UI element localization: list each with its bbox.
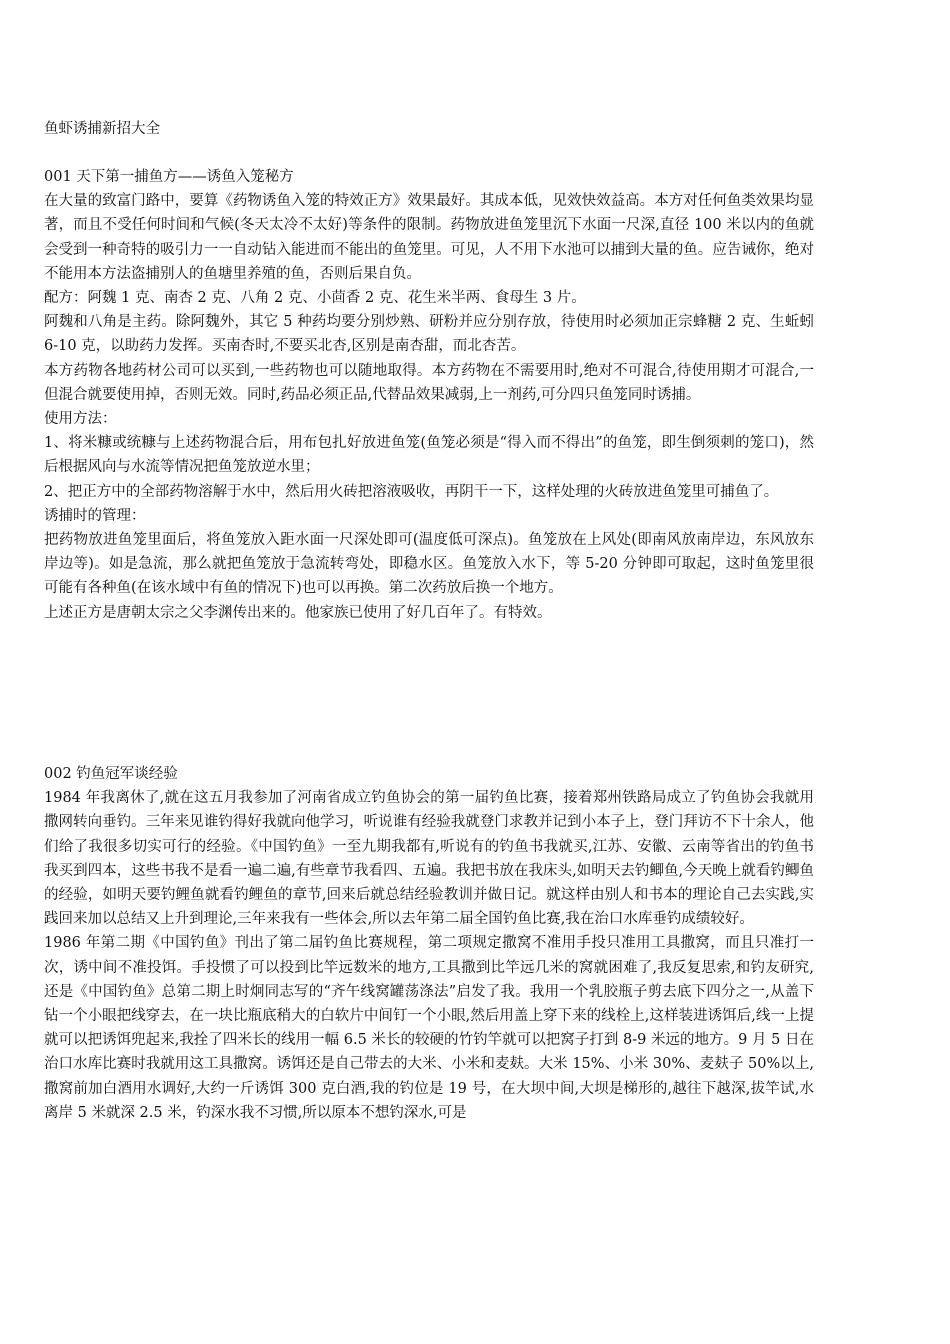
paragraph: 本方药物各地药材公司可以买到,一些药物也可以随地取得。本方药物在不需要用时,绝对不可混合,待使用期才可混合,一但混合就要使用掉，否则无效。同时,药品必须正品,代替品效果减弱,上一剂药,可分四只鱼笼同时诱捕。 (44, 362, 814, 403)
section-heading: 001 天下第一捕鱼方——诱鱼入笼秘方 (44, 169, 294, 185)
paragraph: 使用方法： (44, 411, 117, 428)
paragraph: 1986 年第二期《中国钓鱼》刊出了第二届钓鱼比赛规程，第二项规定撒窝不准用手投只准用工具撒窝，而且只准打一次，诱中间不准投饵。手投惯了可以投到比竿远数米的地方,工具撒到比竿远几米的窝就困难了,我反复思索,和钓友研究,还是《中国钓鱼》总第二期上时炯同志写的“齐午线窝罐荡涤法”启发了我。我用一个乳胶瓶子剪去底下四分之一,从盖下钻一个小眼把线穿去，在一块比瓶底稍大的白软片中间钉一个小眼,然后用盖上穿下来的线栓上,这样装进诱饵后,线一上提就可以把诱饵兜起来,我拴了四米长的线用一幅 6.5 米长的较硬的竹钓竿就可以把窝子打到 8-9 米远的地方。9 月 5 日在治口水库比赛时我就用这工具撒窝。诱饵还是自己带去的大米、小米和麦麸。大米 15%、小米 30%、麦麸子 50%以上,撒窝前加白酒用水调好,大约一斤诱饵 300 克白酒,我的钓位是 19 号，在大坝中间,大坝是梯形的,越往下越深,拔竿试,水离岸 5 米就深 2.5 米，钓深水我不习惯,所以原本不想钓深水,可是 (44, 935, 814, 1121)
paragraph: 把药物放进鱼笼里面后，将鱼笼放入距水面一尺深处即可(温度低可深点)。鱼笼放在上风处(即南风放南岸边，东风放东岸边等)。如是急流，那么就把鱼笼放于急流转弯处，即稳水区。鱼笼放入水下，等 5-20 分钟即可取起，这时鱼笼里很可能有各种鱼(在该水域中有鱼的情况下)也可以再换。第二次药放后换一个地方。 (44, 532, 814, 597)
paragraph: 1、将米糠或统糠与上述药物混合后，用布包扎好放进鱼笼(鱼笼必须是“得入而不得出”的鱼笼，即生倒须刺的笼口)，然后根据风向与水流等情况把鱼笼放逆水里； (44, 435, 814, 476)
paragraph: 阿魏和八角是主药。除阿魏外，其它 5 种药均要分别炒熟、研粉并应分别存放，待使用时必须加正宗蜂糖 2 克、生蚯蚓 6-10 克，以助药力发挥。买南杏时,不要买北杏,区别是南杏甜，而北杏苦。 (44, 314, 814, 355)
section-heading: 002 钓鱼冠军谈经验 (44, 766, 178, 782)
paragraph: 在大量的致富门路中，要算《药物诱鱼入笼的特效正方》效果最好。其成本低，见效快效益高。本方对任何鱼类效果均显著，而且不受任何时间和气候(冬天太冷不太好)等条件的限制。药物放进鱼笼里沉下水面一尺深,直径 100 米以内的鱼就会受到一种奇特的吸引力一一自动钻入能进而不能出的鱼笼里。可见，人不用下水池可以捕到大量的鱼。应告诫你，绝对不能用本方法盗捕别人的鱼塘里养殖的鱼，否则后果自负。 (44, 193, 814, 282)
section-001 (44, 165, 814, 625)
paragraph: 2、把正方中的全部药物溶解于水中，然后用火砖把溶液吸收，再阴干一下，这样处理的火砖放进鱼笼里可捕鱼了。 (44, 483, 779, 500)
document-title: 鱼虾诱捕新招大全 (44, 121, 160, 137)
section-002 (44, 762, 814, 1125)
paragraph: 1984 年我离休了,就在这五月我参加了河南省成立钓鱼协会的第一届钓鱼比赛，接着郑州铁路局成立了钓鱼协会我就用撒网转向垂钓。三年来见谁钓得好我就向他学习，听说谁有经验我就登门求教并记到小本子上，登门拜访不下十余人，他们给了我很多切实可行的经验。《中国钓鱼》一至九期我都有,听说有的钓鱼书我就买,江苏、安徽、云南等省出的钓鱼书我买到四本，这些书我不是看一遍二遍,有些章节我看四、五遍。我把书放在我床头,如明天去钓鲫鱼,今天晚上就看钓鲫鱼的经验，如明天要钓鲤鱼就看钓鲤鱼的章节,回来后就总结经验教训并做日记。就这样由别人和书本的理论自己去实践,实践回来加以总结又上升到理论,三年来我有一些体会,所以去年第二届全国钓鱼比赛,我在治口水库垂钓成绩较好。 (44, 790, 814, 928)
paragraph: 上述正方是唐朝太宗之父李渊传出来的。他家族已使用了好几百年了。有特效。 (44, 604, 552, 621)
paragraph: 配方：阿魏 1 克、南杏 2 克、八角 2 克、小茴香 2 克、花生米半两、食母生 3 片。 (44, 290, 586, 307)
paragraph: 诱捕时的管理： (44, 507, 146, 524)
